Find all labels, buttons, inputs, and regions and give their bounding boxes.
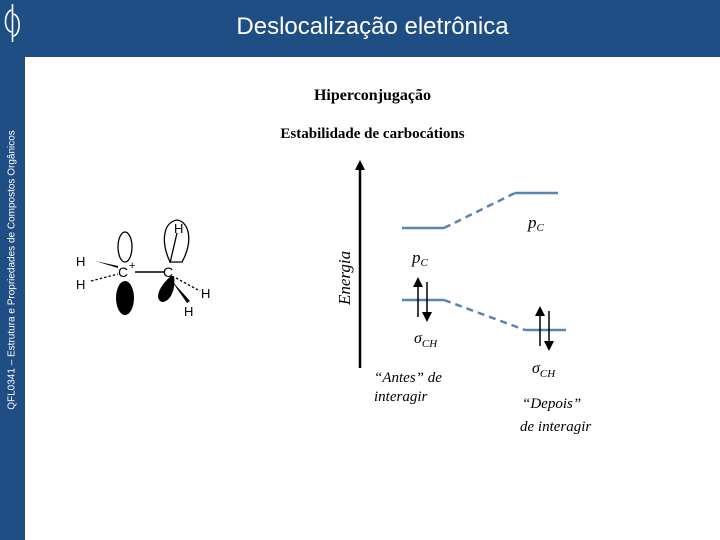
label-pc-right-sub: C (536, 222, 544, 234)
energy-axis-label: Energia (335, 250, 354, 305)
atom-h-upper-left: H (76, 254, 86, 269)
topic-subtitle: Estabilidade de carbocátions (280, 126, 465, 142)
label-pc-left-sub: C (420, 257, 428, 269)
atom-h-lower-right: H (201, 286, 211, 301)
slide-title: Deslocalização eletrônica (236, 13, 509, 40)
label-pc-left: p (412, 248, 421, 267)
caption-after-line2: de interagir (520, 419, 592, 435)
svg-text:σCH (532, 360, 556, 380)
svg-text:pC (527, 213, 545, 234)
svg-text:pC (411, 248, 429, 269)
caption-after-line1: “Depois” (522, 396, 582, 412)
atom-c: C (163, 264, 174, 280)
label-sigma-left-sub: CH (421, 338, 438, 350)
svg-text:σCH (414, 330, 438, 350)
connector-pc (444, 193, 515, 228)
label-sigma-right-sub: CH (539, 368, 556, 380)
connector-sigma (444, 300, 525, 330)
atom-c-plus: C (118, 264, 129, 280)
atom-h-lower-left: H (76, 277, 86, 292)
charge-plus: + (129, 260, 136, 272)
caption-before-line2: interagir (374, 389, 428, 405)
topic-title: Hiperconjugação (313, 87, 432, 104)
atom-h-bottom: H (184, 304, 194, 319)
atom-h-top: H (174, 221, 184, 236)
label-sigma-right: σ (532, 360, 540, 377)
label-sigma-left: σ (414, 330, 422, 347)
label-pc-right: p (528, 213, 537, 232)
caption-before-line1: “Antes” de (374, 370, 442, 386)
course-name: QFL0341 – Estrutura e Propriedades de Compostos Orgânicos (6, 130, 18, 410)
